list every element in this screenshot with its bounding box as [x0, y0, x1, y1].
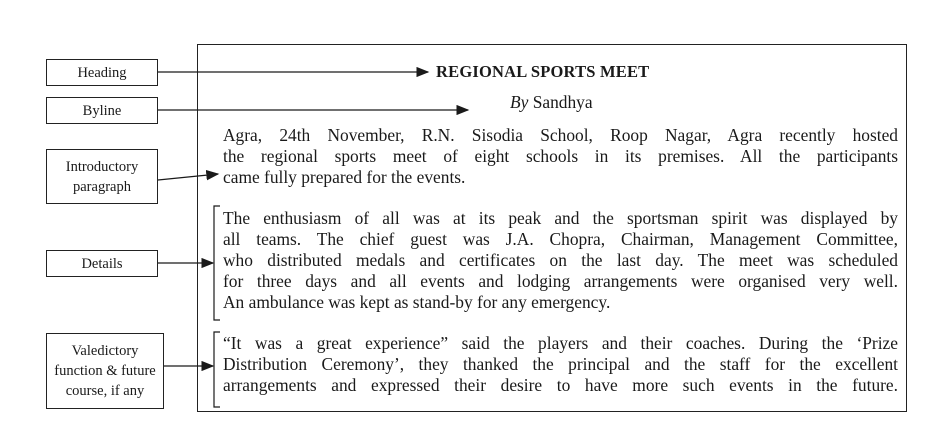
closing-bracket — [214, 332, 220, 407]
byline-prefix: By — [510, 92, 529, 112]
intro-line: came fully prepared for the events. — [223, 167, 466, 187]
heading-label: Heading — [46, 59, 158, 86]
intro-label: Introductory paragraph — [46, 149, 158, 204]
valedictory-label: Valedictory function & future course, if any — [46, 333, 164, 409]
intro-arrow — [158, 174, 218, 180]
article-title: REGIONAL SPORTS MEET — [436, 62, 650, 81]
closing-line: “It was a great experience” said the players and their coaches. During the ‘Prize — [223, 333, 898, 353]
article-byline — [510, 92, 593, 113]
details-line: An ambulance was kept as stand-by for any emergency. — [223, 292, 611, 312]
intro-line: Agra, 24th November, R.N. Sisodia School, Roop Nagar, Agra recently hosted — [223, 125, 898, 145]
byline-label: Byline — [46, 97, 158, 124]
details-label: Details — [46, 250, 158, 277]
details-bracket — [214, 206, 220, 320]
details-line: who distributed medals and certificates on the last day. The meet was scheduled — [223, 250, 898, 270]
closing-line: arrangements and expressed their desire to have more such events in the future. — [223, 375, 898, 395]
closing-line: Distribution Ceremony’, they thanked the principal and the staff for the excellent — [223, 354, 898, 374]
details-line: for three days and all events and lodging arrangements were organised very well. — [223, 271, 898, 291]
intro-line: the regional sports meet of eight schools in its premises. All the participants — [223, 146, 898, 166]
details-line: The enthusiasm of all was at its peak and the sportsman spirit was displayed by — [223, 208, 898, 228]
details-line: all teams. The chief guest was J.A. Chopra, Chairman, Management Committee, — [223, 229, 898, 249]
byline-name: Sandhya — [528, 92, 593, 112]
